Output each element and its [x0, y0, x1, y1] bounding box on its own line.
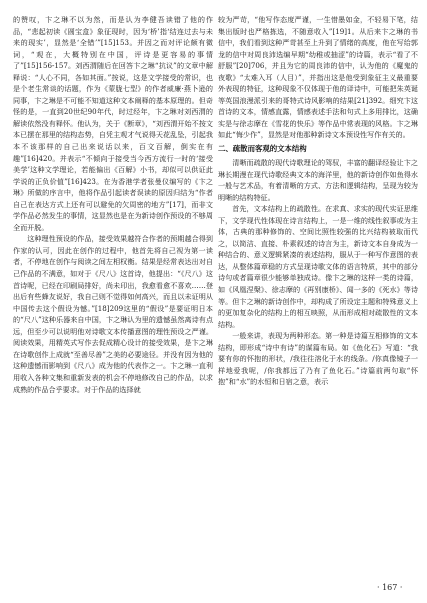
paragraph: 首先，文本结构上的疏散性。在求真、求实的现代实证思维下，文学现代性体现在诗言结构上，一是一维的线性叙事或为主体，古典的那种修饰的、空间比照性较强的比兴结构被取而代之，以简洁、直接、朴素叙述的诗言为主，新诗文本自身成为一种结合的、意义逻辑紧凑的表述结构，服从于一种写作意图的表达，从整体篇章稳的方式呈现诗歌文体的语言特质，其中的部分诗句或者篇章很少能够单独成诗。像卞之琳的这样一类的诗篇，如《风凰涅槃》、徐志摩的《再别康桥》、闻一多的《死水》等诗等。但卞之琳的新诗创作中，却构成了所设定主题和特殊意义上的更加复杂化的结构上的相互映照，从而形成相对疏散性的文本结构。 [218, 204, 418, 329]
paragraph: 这种理性预设的作品，接受效果越符合作者的预期越合得到作家的认可，因此在创作的过程中，他首先将自己视为第一读者，不停地在创作与阅读之间左相权衡。结果是经常表达出对自己作品的不满意，如对于《尺八》这首诗，他提出：“《尺八》这首诗呢，已经在印刷局排好，尚未印出，我愈看愈不喜欢……登出后有些蜂友说好，我自己则不觉得如何高兴，而且以未证明从中国传去这个假设为憾。”[18]209这里的“假设”是要证明日本的“尺八”这种乐器来自中国，卞之琳认为里的遗憾虽然离诗有点远，但至少可以说明他对诗歌文本传播意图的理性预设之严谨。阅读效果，用精英式写作去促成精心设计的接受效果，是卞之琳在诗歌创作上成就“至善尽善”之美的必要途径。并没有因为他的这种遗憾而影响到《尺八》成为他的代表作之一。卞之琳一直利用收入各种文集和重新发表的机会不停地修改自己的作品，以求成熟的作品合乎要求。对于作品的选择就 [13, 234, 213, 394]
paragraph: 较为严苛，“他写作态度严谨，一生惜墨如金，不轻易下笔，结集出版时也严格拣选，不随意收入”[19]1。从后来卞之琳的书信中，我们看到这种严苛甚至上升到了情绪的高度，他在写给郭龙的信中对周良沛选编早期“幼稚或抽涩”的诗篇，表示“看了不舒服”[20]706，并且为它的周良沛的信中，认为他的《魔鬼的夜歌》“太难入耳（人目）”，并指出这是他受到象征主义最重要外表现的特征，这种现象不仅体现于他的译诗中，可能把朱英诞等英国浪漫派引来的哥特式诗风影响的结果[21]392。细究卞这首诗的文本，情感直露，情感表述手法和句式上多用排比，这确实是与徐志摩在《雪花的快乐》等作品中常表现的风格。卞之琳如此“悔少作”，显然是对他那种新诗文本预设性写作有关的。 [218, 15, 418, 140]
right-column [218, 14, 418, 388]
paragraph: 一般来讲，表现为两种形态。第一种是诗篇互相修饰的文本结构，即形成“诗中有诗”的谋篇布局。如《鱼化石》写道：“我要有你的怀抱的形状，/我往往溶化于水的线条。/你真像镜子一样地爱我呢，/你我都远了乃有了鱼化石。”诗篇前两句取“怀抱”和“水”的水恒和日宿之意，表示 [218, 331, 418, 387]
paragraph: 的赞叹，卞之琳不以为然，而是认为李健吾读错了他的作品，“悲起初读《圆宝盒》象征现时，因为‘桥’指‘结连过去与未来的现实’，显然是‘全错’”[15]153。并因之而对评论颇有微词，“观在，大概特别在中国，评诗是更容易的事情了”[15]156-157。刘西渭随后在回答卞之琳“抗议”的文章中解释说：“人心不同，各如其面。”按说，这是文学接受的常识，也是个老生常谈的话题，作为《蒙胧七型》的作者威廉·燕卜逊的同事，卞之琳是不可能不知道这种文本阐释的基本原理的。但奇怪的是，一直到20世纪90年代，时过经年，卞之琳对刘西渭的解读依然没有释怀。他认为，关于《断章》，“刘西渭开始不按文本已摆在那里的结构态势，自凭主观才气说得天花乱坠，引起我本不该那样的自己出来说话以来，百文百解，倒实在有趣”[16]420。并表示“不倾向于接受当今西方流行一时的‘接受美学’这种文学理论，若能偏出《百解》小书，却似可以供证此学说的正负价值”[16]423。在为香港学者张曼仪编写的《卞之琳》所做的序言中，他将作品引起读者误读的原因归结为“作者自己在表达方式上还有可以避免的欠周密的地方”[17]，而非文学作品必然发生的事情，这显然也是在为新诗创作预设的不够周全而开脱。 [13, 15, 213, 232]
paragraph: 清晰而疏散的现代诗歌理论的驾驭，丰富的翻译经验让卞之琳长期漫在现代诗歌经典文本的海洋里，他的新诗创作如鱼得水一般与艺术品，有着清晰的方式、方法和逻辑结构，呈现为较为明晰的结构特征。 [218, 158, 418, 202]
page-number: · 167 · [377, 583, 403, 592]
section-heading: 二、疏散而客观的文本结构 [218, 144, 307, 154]
left-column [13, 14, 213, 395]
